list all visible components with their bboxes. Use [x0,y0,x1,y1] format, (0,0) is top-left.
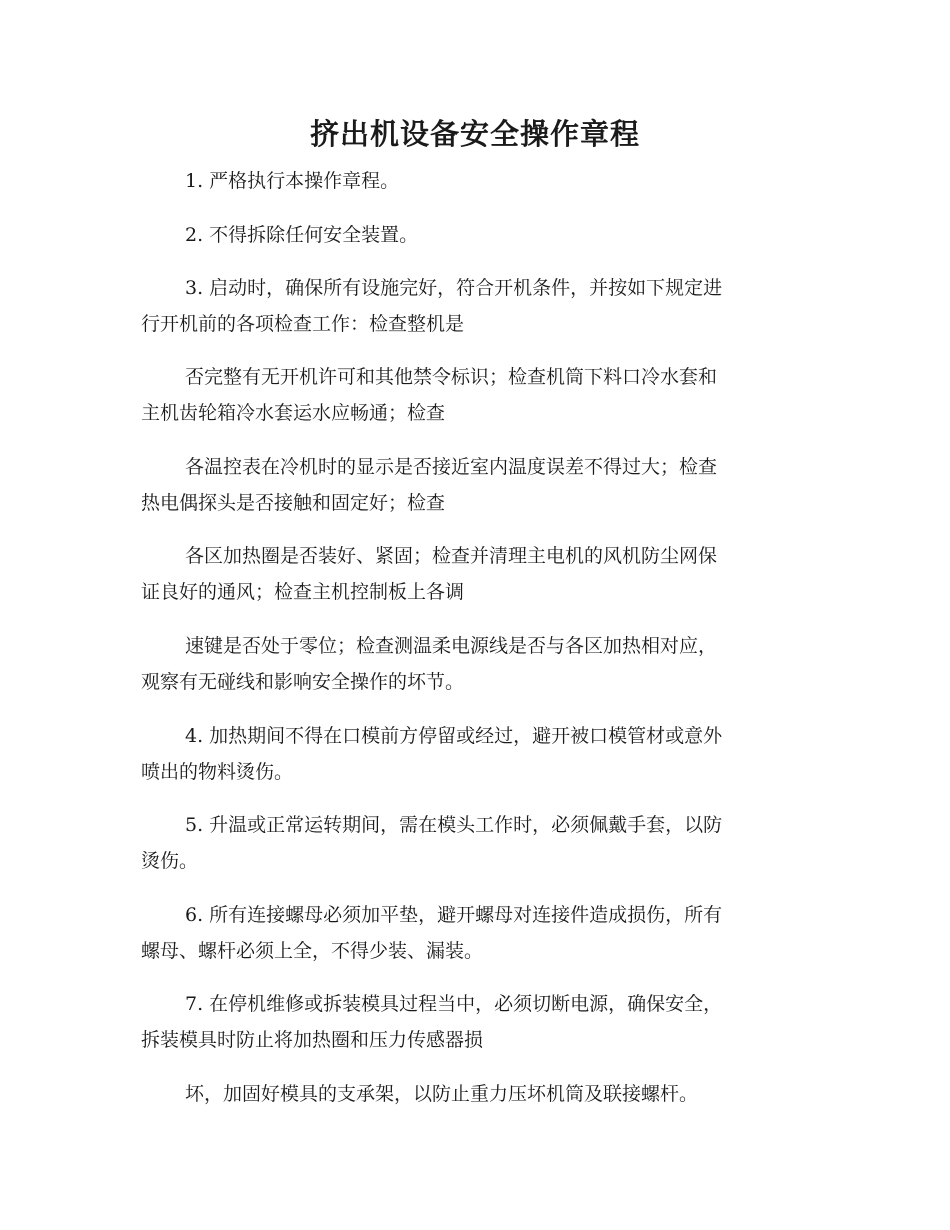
paragraph-line: 2. 不得拆除任何安全装置。 [185,224,419,246]
paragraph-line: 各区加热圈是否装好、紧固；检查并清理主电机的风机防尘网保 [185,545,718,567]
paragraph-line: 各温控表在冷机时的显示是否接近室内温度误差不得过大；检查 [185,456,718,478]
paragraph-line: 主机齿轮箱冷水套运水应畅通；检查 [141,402,446,424]
paragraph-line: 观察有无碰线和影响安全操作的坏节。 [141,671,465,693]
paragraph-line: 证良好的通风；检查主机控制板上各调 [141,581,465,603]
paragraph-line: 1. 严格执行本操作章程。 [185,170,400,192]
paragraph-1 [141,163,809,199]
paragraph-line: 坏，加固好模具的支承架，以防止重力压坏机筒及联接螺杆。 [185,1083,699,1105]
paragraph-2 [141,217,809,253]
paragraph-line: 速键是否处于零位；检查测温柔电源线是否与各区加热相对应， [185,635,718,657]
paragraph-7 [141,628,809,700]
page-title: 挤出机设备安全操作章程 [309,117,640,151]
paragraph-line: 5. 升温或正常运转期间，需在模头工作时，必须佩戴手套，以防 [185,814,723,836]
paragraph-6 [141,538,809,610]
paragraph-line: 否完整有无开机许可和其他禁令标识；检查机筒下料口冷水套和 [185,366,718,388]
paragraph-line: 3. 启动时，确保所有设施完好，符合开机条件，并按如下规定进 [185,277,723,299]
paragraph-line: 热电偶探头是否接触和固定好；检查 [141,492,446,514]
paragraph-11 [141,986,809,1058]
paragraph-line: 烫伤。 [141,850,199,872]
paragraph-10 [141,897,809,969]
paragraph-line: 7. 在停机维修或拆装模具过程当中，必须切断电源，确保安全， [185,993,723,1015]
paragraph-4 [141,359,809,431]
paragraph-line: 拆装模具时防止将加热圈和压力传感器损 [141,1029,484,1051]
paragraph-12 [141,1076,809,1112]
paragraph-5 [141,449,809,521]
paragraph-line: 4. 加热期间不得在口模前方停留或经过，避开被口模管材或意外 [185,725,723,747]
paragraph-line: 6. 所有连接螺母必须加平垫，避开螺母对连接件造成损伤，所有 [185,904,723,926]
paragraph-line: 喷出的物料烫伤。 [141,761,294,783]
paragraph-line: 螺母、螺杆必须上全，不得少装、漏装。 [141,940,484,962]
paragraph-8 [141,718,809,790]
paragraph-3 [141,270,809,342]
paragraph-line: 行开机前的各项检查工作：检查整机是 [141,313,465,335]
paragraph-9 [141,807,809,879]
